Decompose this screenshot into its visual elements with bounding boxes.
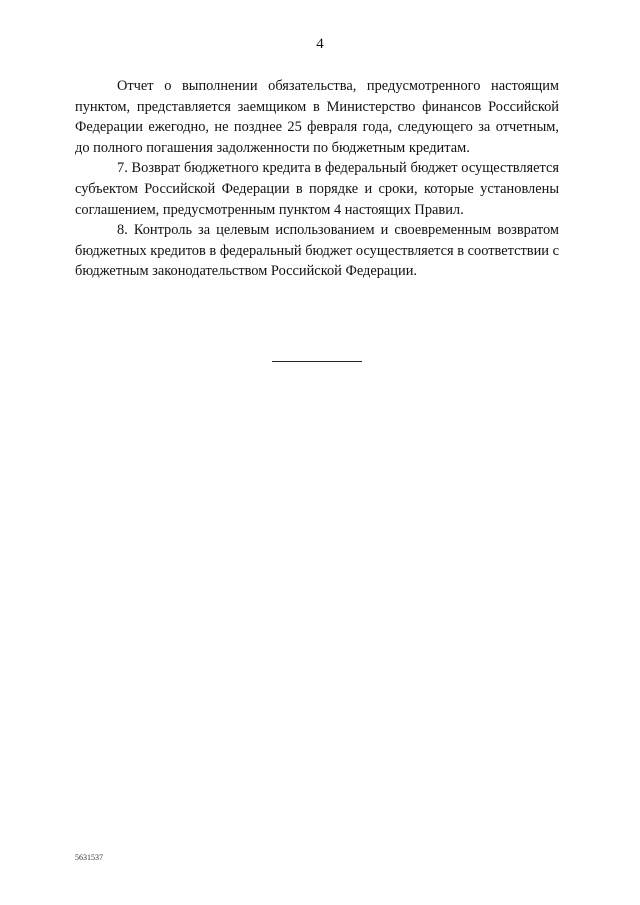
section-separator-line: [272, 361, 362, 362]
paragraph-7-credit-return: 7. Возврат бюджетного кредита в федеральный бюджет осуществляется субъектом Российской Федерации в порядке и сроки, которые установлены соглашением, предусмотренным пунктом 4 настоящих Правил.: [75, 160, 559, 218]
page-number: 4: [316, 36, 324, 52]
document-code: 5631537: [75, 853, 103, 862]
paragraph-report-obligation: Отчет о выполнении обязательства, предусмотренного настоящим пунктом, представляется заемщиком в Министерство финансов Российской Федерации ежегодно, не позднее 25 февраля года, следующего за отчетным, до полного погашения задолженности по бюджетным кредитам.: [75, 78, 559, 156]
paragraph-8-control: 8. Контроль за целевым использованием и своевременным возвратом бюджетных кредитов в федеральный бюджет осуществляется в соответствии с бюджетным законодательством Российской Федерации.: [75, 222, 559, 280]
body-text: [75, 76, 559, 282]
